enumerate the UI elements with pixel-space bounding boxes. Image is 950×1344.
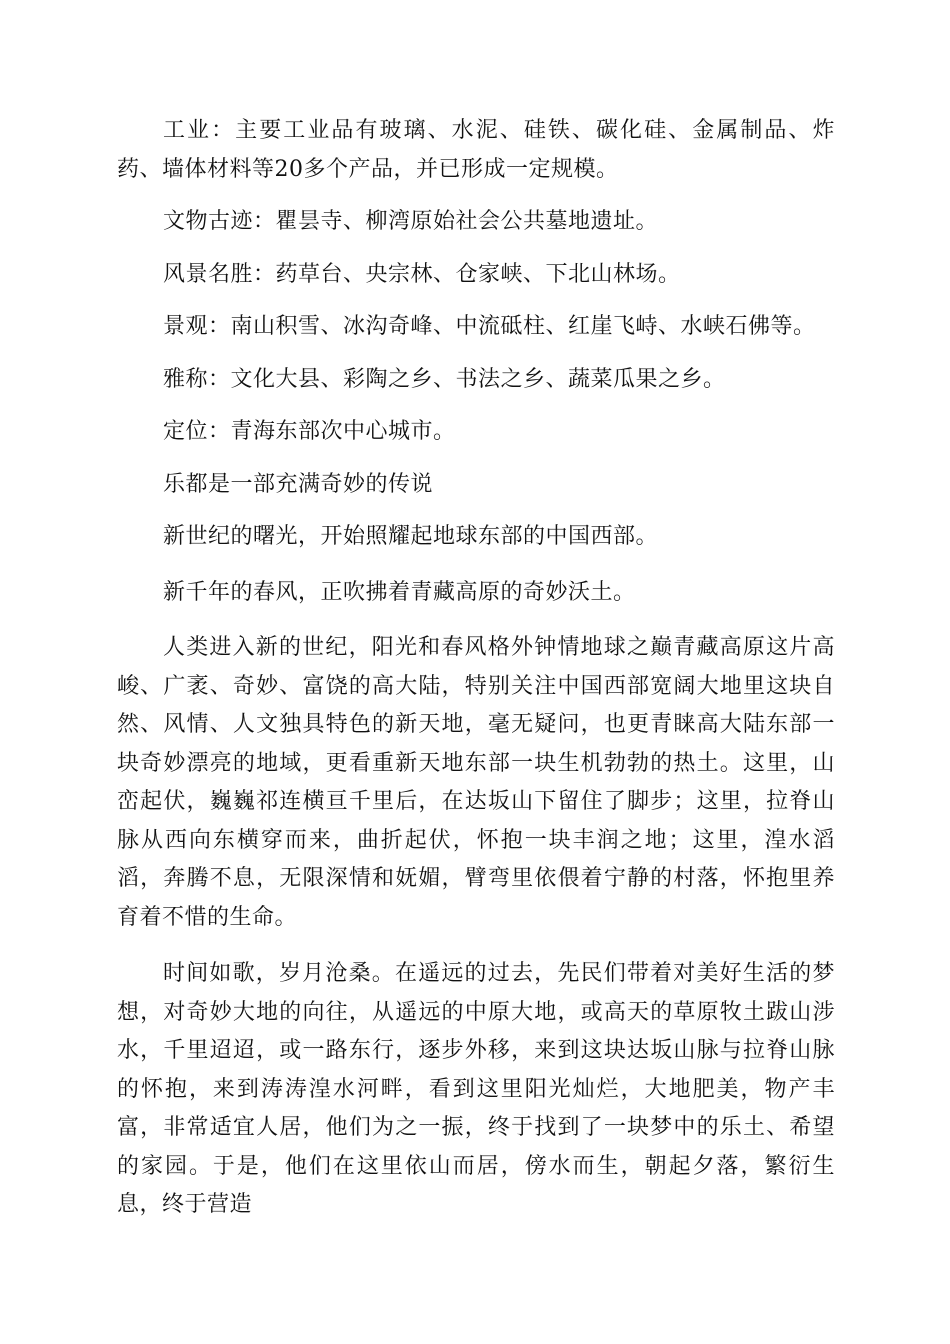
paragraph-history: 时间如歌，岁月沧桑。在遥远的过去，先民们带着对美好生活的梦想，对奇妙大地的向往，从遥远的中原大地，或高天的草原牧土跋山涉水，千里迢迢，或一路东行，逐步外移，来到这块达坂山脉与拉脊山脉的怀抱，来到涛涛湟水河畔，看到这里阳光灿烂，大地肥美，物产丰富，非常适宜人居，他们为之一振，终于找到了一块梦中的乐土、希望的家园。于是，他们在这里依山而居，傍水而生，朝起夕落，繁衍生息，终于营造 xyxy=(117,961,835,1217)
paragraph-positioning: 定位：青海东部次中心城市。 xyxy=(163,419,456,444)
paragraph-scenic-spots: 风景名胜：药草台、央宗林、仓家峡、下北山林场。 xyxy=(163,261,681,287)
paragraph-new-millennium: 新千年的春风，正吹拂着青藏高原的奇妙沃土。 xyxy=(163,579,636,605)
paragraph-highland-description: 人类进入新的世纪，阳光和春风格外钟情地球之巅青藏高原这片高峻、广袤、奇妙、富饶的高大陆，特别关注中国西部宽阔大地里这块自然、风情、人文独具特色的新天地，毫无疑问，也更青睐高大陆东部一块奇妙漂亮的地域，更看重新天地东部一块生机勃勃的热土。这里，山峦起伏，巍巍祁连横亘千里后，在达坂山下留住了脚步；这里，拉脊山脉从西向东横穿而来，曲折起伏，怀抱一块丰润之地；这里，湟水滔滔，奔腾不息，无限深情和妩媚，臂弯里依偎着宁静的村落，怀抱里养育着不惜的生命。 xyxy=(117,635,835,930)
paragraph-nicknames: 雅称：文化大县、彩陶之乡、书法之乡、蔬菜瓜果之乡。 xyxy=(163,366,726,392)
paragraph-industry: 工业：主要工业品有玻璃、水泥、硅铁、碳化硅、金属制品、炸药、墙体材料等20多个产品，并已形成一定规模。 xyxy=(117,118,835,182)
paragraph-new-century: 新世纪的曙光，开始照耀起地球东部的中国西部。 xyxy=(163,524,659,549)
paragraph-legend-heading: 乐都是一部充满奇妙的传说 xyxy=(163,471,434,497)
document-body xyxy=(117,112,835,1225)
paragraph-landscapes: 景观：南山积雪、冰沟奇峰、中流砥柱、红崖飞峙、水峡石佛等。 xyxy=(163,314,816,339)
paragraph-relics: 文物古迹：瞿昙寺、柳湾原始社会公共墓地遗址。 xyxy=(163,209,659,234)
